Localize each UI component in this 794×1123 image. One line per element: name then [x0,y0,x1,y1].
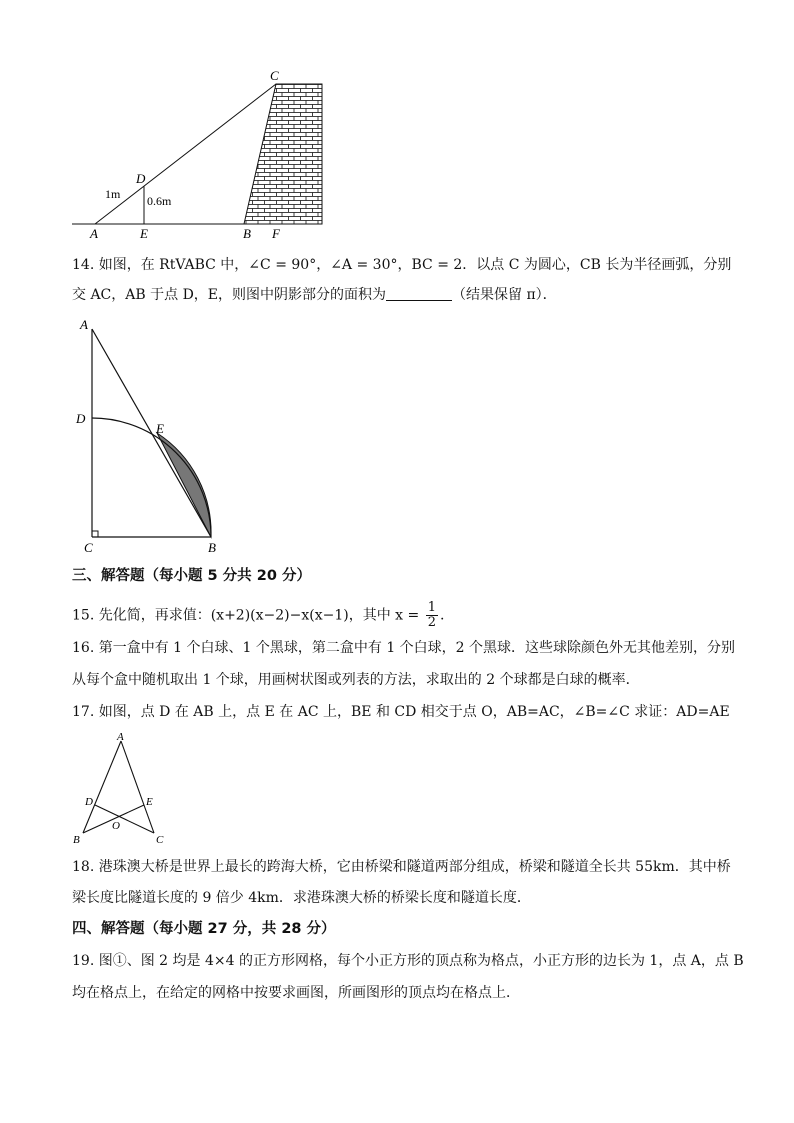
q15-suffix: . [439,607,445,624]
q14-line2 [72,285,732,305]
label-E: E [140,226,148,241]
label-D: D [76,411,86,426]
brick-wall [244,84,322,224]
section-4-title: 四、解答题（每小题 27 分，共 28 分） [72,921,336,937]
label-B: B [208,540,216,555]
label-B: B [243,226,251,241]
q17-text: 17. 如图，点 D 在 AB 上，点 E 在 AC 上，BE 和 CD 相交于点 O，AB=AC，∠B=∠C 求证：AD=AE [72,704,730,720]
answer-blank[interactable] [386,286,452,301]
q16-line2: 从每个盒中随机取出 1 个球，用画树状图或列表的方法，求取出的 2 个球都是白球的概率． [72,672,640,688]
label-C: C [270,68,279,83]
label-C: C [156,834,164,846]
q14-line2-text: 交 AC，AB 于点 D，E，则图中阴影部分的面积为 [72,287,387,303]
label-O: O [112,820,120,832]
label-A: A [117,731,124,743]
label-F: F [272,226,280,241]
right-angle-mark [92,531,98,537]
q19-line1: 19. 图①、图 2 均是 4×4 的正方形网格，每个小正方形的顶点称为格点，小正方形的边长为 1，点 A，点 B [72,953,744,969]
label-A: A [90,226,98,241]
label-D: D [136,171,146,186]
q19-line2: 均在格点上，在给定的网格中按要求画图，所画图形的顶点均在格点上． [72,985,520,1001]
label-A: A [80,317,88,332]
figure-isosceles-triangle [70,730,180,848]
q14-line1: 14. 如图，在 RtVABC 中，∠C = 90°，∠A = 30°，BC = 2．以点 C 为圆心，CB 长为半径画弧，分别 [72,257,732,273]
q18-line2: 梁长度比隧道长度的 9 倍少 4km．求港珠澳大桥的桥梁长度和隧道长度． [72,890,531,906]
side-AB [92,329,211,537]
q14-line2-suffix: （结果保留 π）． [452,287,557,303]
figure-ladder-wall [60,60,350,245]
fraction-one-half [426,601,438,630]
fraction-denominator: 2 [427,615,436,630]
label-0.6m: 0.6m [147,194,172,208]
label-C: C [84,540,93,555]
q18-line1: 18. 港珠澳大桥是世界上最长的跨海大桥，它由桥梁和隧道两部分组成，桥梁和隧道全长共 55km．其中桥 [72,859,731,875]
label-D: D [85,796,93,808]
fraction-numerator: 1 [427,600,436,615]
label-E: E [146,796,153,808]
q16-line1: 16. 第一盒中有 1 个白球、1 个黑球，第二盒中有 1 个白球，2 个黑球．这些球除颜色外无其他差别，分别 [72,640,736,656]
section-3-title: 三、解答题（每小题 5 分共 20 分） [72,568,311,584]
figure-triangle-arc [70,312,230,562]
label-B: B [73,834,80,846]
q15-text: 15. 先化简，再求值：(x+2)(x−2)−x(x−1)，其中 x = [72,607,420,624]
label-E: E [156,421,164,436]
q15 [72,601,732,630]
label-1m: 1m [105,187,121,201]
shaded-region [157,433,211,537]
